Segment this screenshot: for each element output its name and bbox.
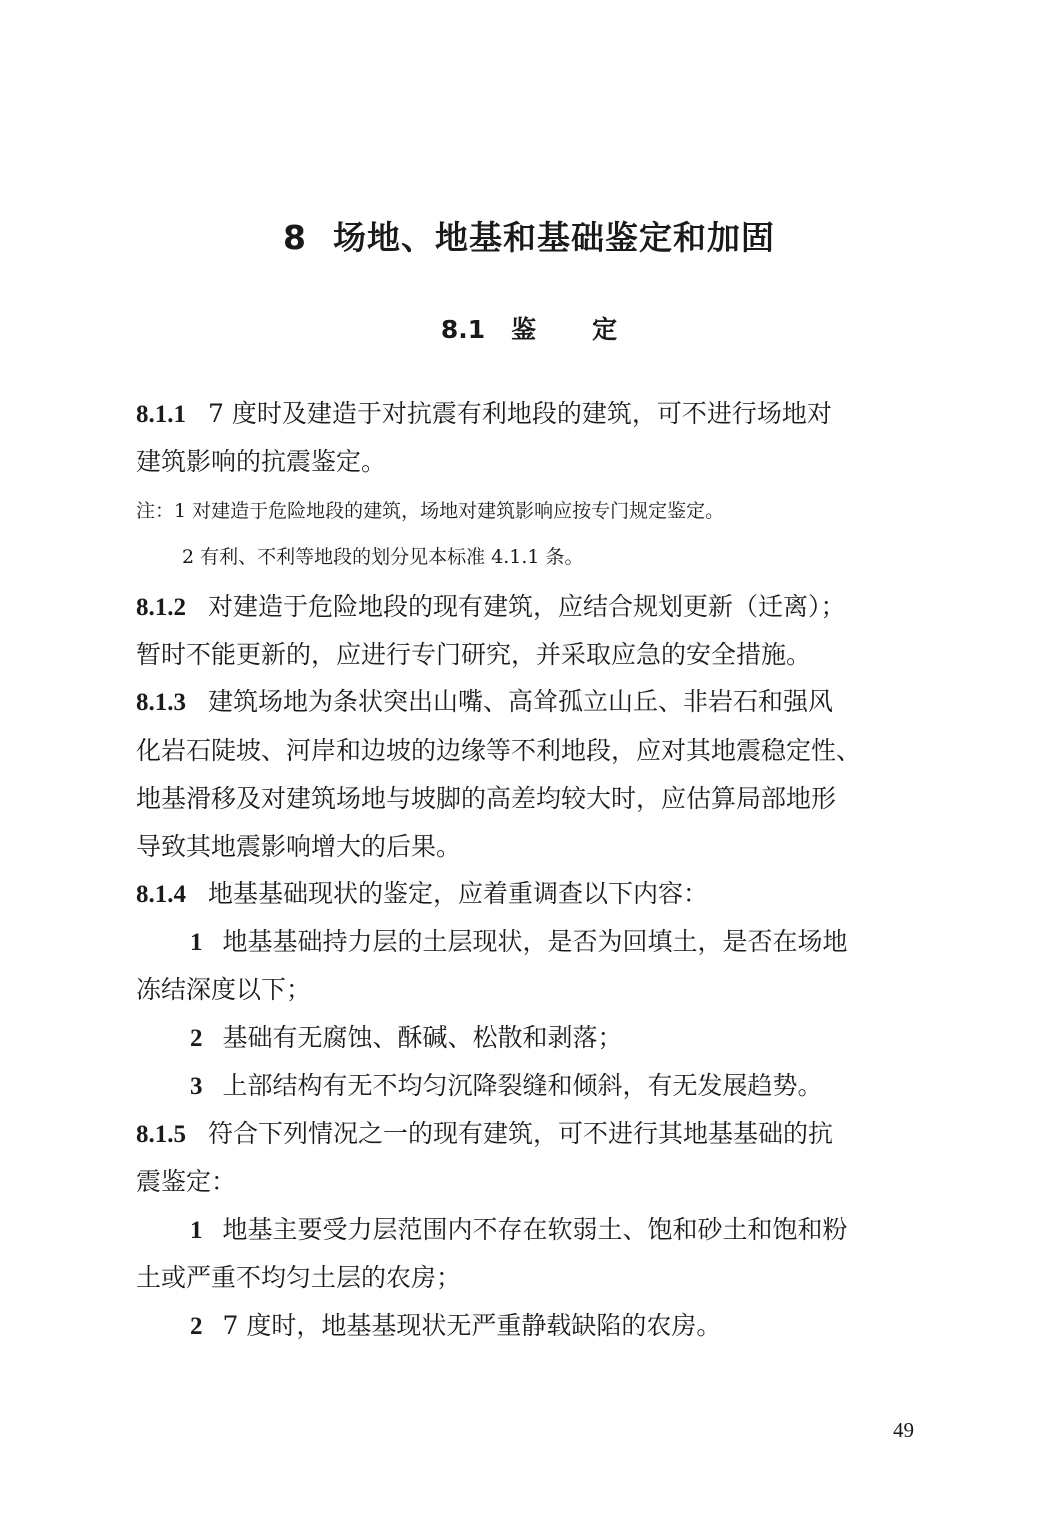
clause-number: 8.1.3 — [136, 689, 186, 716]
clause-8-1-4-item-2 — [190, 1021, 623, 1056]
clause-8-1-5-line-2: 震鉴定： — [136, 1167, 237, 1196]
clause-8-1-4-item-3 — [190, 1069, 823, 1104]
clause-text: 符合下列情况之一的现有建筑，可不进行其地基基础的抗 — [208, 1119, 834, 1148]
clause-text: 对建造于危险地段的现有建筑，应结合规划更新（迁离）； — [208, 592, 846, 621]
clause-number: 8.1.5 — [136, 1121, 186, 1148]
clause-8-1-1-line-2: 建筑影响的抗震鉴定。 — [136, 447, 387, 476]
clause-text: 建筑场地为条状突出山嘴、高耸孤立山丘、非岩石和强风 — [208, 687, 834, 716]
section-title — [0, 310, 1058, 346]
clause-8-1-1-line-1 — [136, 397, 832, 432]
clause-number: 8.1.2 — [136, 594, 186, 621]
clause-8-1-3-line-4: 导致其地震影响增大的后果。 — [136, 832, 462, 861]
item-number: 3 — [190, 1073, 203, 1100]
clause-8-1-4-line-1 — [136, 877, 708, 912]
item-number: 2 — [190, 1025, 203, 1052]
clause-8-1-3-line-1 — [136, 685, 833, 720]
clause-8-1-5-line-1 — [136, 1117, 833, 1152]
section-number: 8.1 — [440, 315, 486, 344]
clause-8-1-4-item-1-line-1 — [190, 925, 848, 960]
clause-number: 8.1.1 — [136, 401, 186, 428]
item-number: 2 — [190, 1313, 203, 1340]
item-text: 7 度时，地基基现状无严重静载缺陷的农房。 — [222, 1311, 722, 1340]
clause-8-1-5-item-2 — [190, 1309, 721, 1344]
clause-8-1-4-item-1-line-2: 冻结深度以下； — [136, 975, 312, 1004]
item-number: 1 — [190, 1217, 203, 1244]
item-text: 地基主要受力层范围内不存在软弱土、饱和砂土和饱和粉 — [222, 1215, 848, 1244]
clause-8-1-5-item-1-line-1 — [190, 1213, 848, 1248]
clause-text: 7 度时及建造于对抗震有利地段的建筑，可不进行场地对 — [208, 399, 832, 428]
note-line-2: 2 有利、不利等地段的划分见本标准 4.1.1 条。 — [182, 546, 584, 568]
clause-8-1-3-line-3: 地基滑移及对建筑场地与坡脚的高差均较大时，应估算局部地形 — [136, 784, 837, 813]
chapter-number: 8 — [283, 218, 307, 257]
item-text: 地基基础持力层的土层现状，是否为回填土，是否在场地 — [222, 927, 848, 956]
chapter-title — [0, 212, 1058, 259]
clause-8-1-2-line-2: 暂时不能更新的，应进行专门研究，并采取应急的安全措施。 — [136, 640, 812, 669]
clause-number: 8.1.4 — [136, 881, 186, 908]
clause-8-1-3-line-2: 化岩石陡坡、河岸和边坡的边缘等不利地段，应对其地震稳定性、 — [136, 736, 862, 765]
item-text: 上部结构有无不均匀沉降裂缝和倾斜，有无发展趋势。 — [222, 1071, 823, 1100]
section-title-char-2: 定 — [592, 315, 618, 344]
item-number: 1 — [190, 929, 203, 956]
clause-8-1-5-item-1-line-2: 土或严重不均匀土层的农房； — [136, 1263, 462, 1292]
item-text: 基础有无腐蚀、酥碱、松散和剥落； — [222, 1023, 623, 1052]
note-line-1: 注：1 对建造于危险地段的建筑，场地对建筑影响应按专门规定鉴定。 — [136, 500, 725, 522]
page-number: 49 — [893, 1418, 914, 1442]
section-title-char-1: 鉴 — [511, 315, 537, 344]
chapter-title-text: 场地、地基和基础鉴定和加固 — [332, 218, 775, 257]
clause-8-1-2-line-1 — [136, 590, 846, 625]
clause-text: 地基基础现状的鉴定，应着重调查以下内容： — [208, 879, 709, 908]
